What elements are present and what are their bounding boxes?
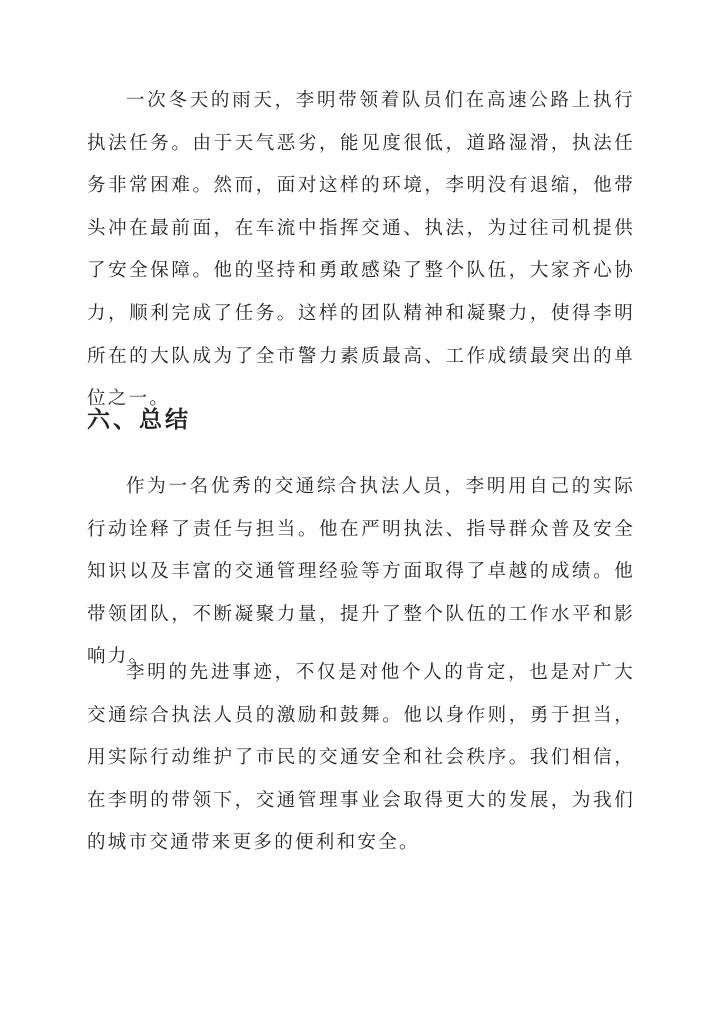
body-paragraph: 一次冬天的雨天，李明带领着队员们在高速公路上执行执法任务。由于天气恶劣，能见度很低，道路湿滑，执法任务非常困难。然而，面对这样的环境，李明没有退缩，他带头冲在最前面，在车流中指挥交通、执法，为过往司机提供了安全保障。他的坚持和勇敢感染了整个队伍，大家齐心协力，顺利完成了任务。这样的团队精神和凝聚力，使得李明所在的大队成为了全市警力素质最高、工作成绩最突出的单位之一。: [87, 90, 635, 410]
summary-paragraph: 李明的先进事迹，不仅是对他个人的肯定，也是对广大交通综合执法人员的激励和鼓舞。他以身作则，勇于担当，用实际行动维护了市民的交通安全和社会秩序。我们相信，在李明的带领下，交通管理事业会取得更大的发展，为我们的城市交通带来更多的便利和安全。: [87, 662, 635, 854]
summary-paragraph: 作为一名优秀的交通综合执法人员，李明用自己的实际行动诠释了责任与担当。他在严明执法、指导群众普及安全知识以及丰富的交通管理经验等方面取得了卓越的成绩。他带领团队，不断凝聚力量，提升了整个队伍的工作水平和影响力。: [87, 476, 635, 668]
section-heading: 六、总结: [87, 407, 191, 433]
